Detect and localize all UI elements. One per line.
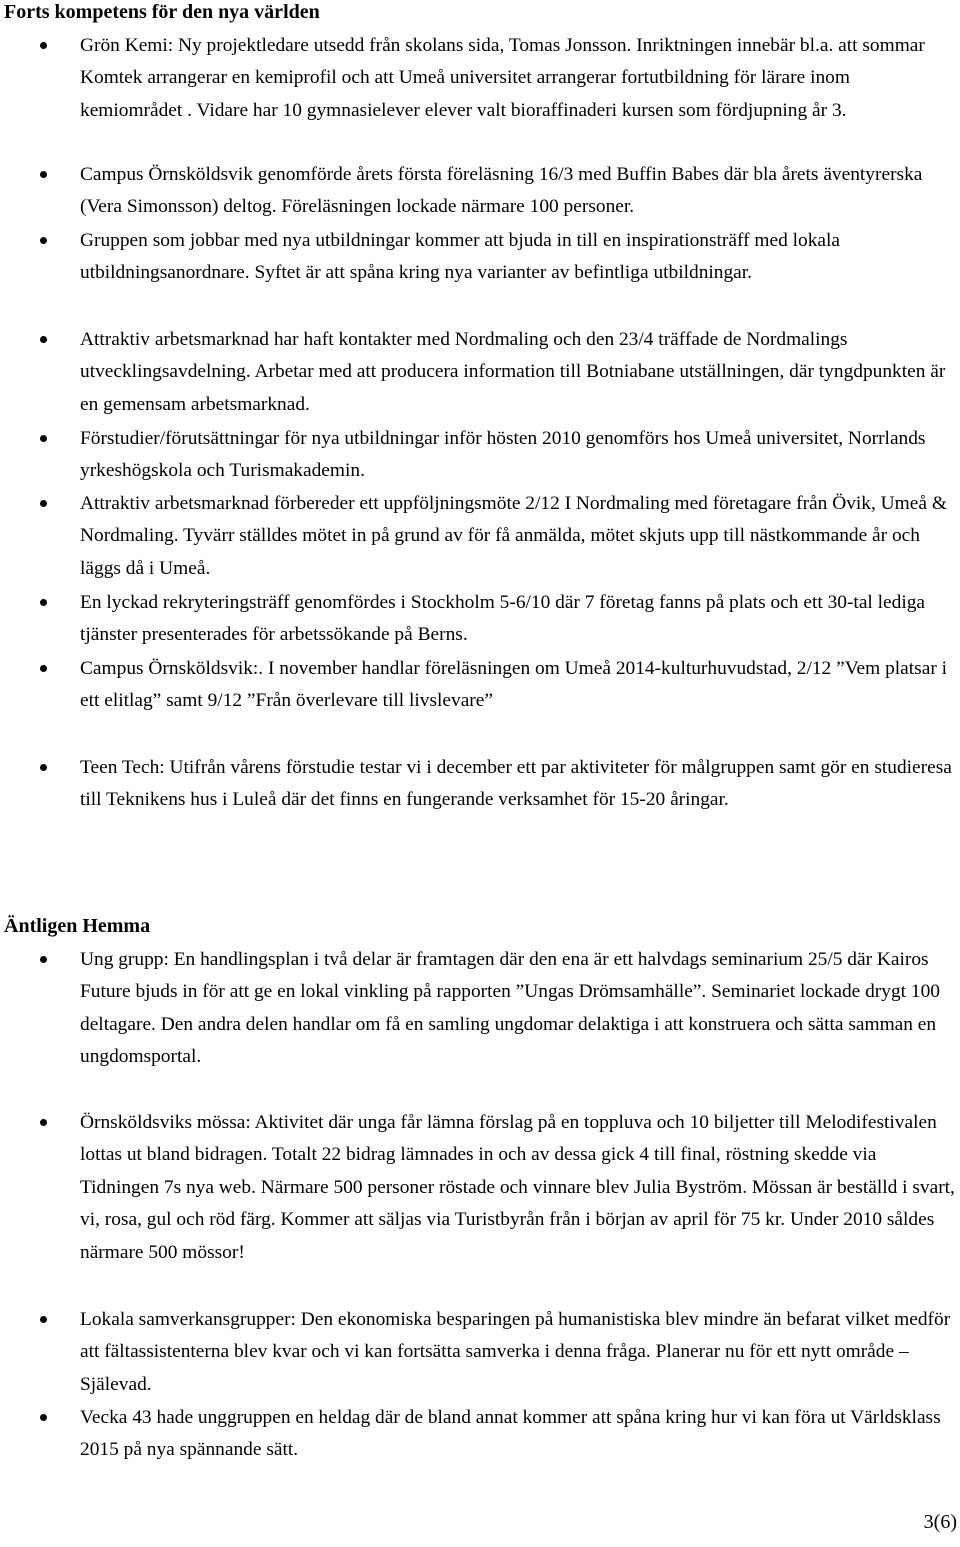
section-heading: Äntligen Hemma (4, 915, 151, 937)
bullet-icon (40, 956, 47, 963)
bullet-icon (40, 171, 47, 178)
list-item-text: Gruppen som jobbar med nya utbildningar kommer att bjuda in till en inspirationsträff med lokala utbildningsanordnare. Syftet är att spåna kring nya varianter av befintliga utbildningar. (80, 230, 841, 284)
list-item-text: Vecka 43 hade unggruppen en heldag där de bland annat kommer att spåna kring hur vi kan föra ut Världsklass 2015 på nya spännande sätt. (80, 1407, 941, 1461)
bullet-icon (40, 1414, 47, 1421)
bullet-icon (40, 665, 47, 672)
list-item-text: Teen Tech: Utifrån vårens förstudie testar vi i december ett par aktiviteter för målgruppen samt gör en studieresa till Teknikens hus i Luleå där det finns en fungerande verksamhet för 15-20 åringar. (80, 757, 952, 811)
list-item-text: Grön Kemi: Ny projektledare utsedd från skolans sida, Tomas Jonsson. Inriktningen innebär bl.a. att sommar Komtek arrangerar en kemiprofil och att Umeå universitet arrangerar fortutbildning för lärare inom kemiområdet . Vidare har 10 gymnasielever elever valt bioraffinaderi kursen som fördjupning år 3. (80, 35, 925, 121)
page-number: 3(6) (923, 1511, 957, 1533)
list-item-text: Lokala samverkansgrupper: Den ekonomiska besparingen på humanistiska blev mindre än befarat vilket medför att fältassistenterna blev kvar och vi kan fortsätta samverka i denna fråga. Planerar nu för ett nytt område – Själevad. (80, 1309, 951, 1395)
list-item-text: Campus Örnsköldsvik:. I november handlar föreläsningen om Umeå 2014-kulturhuvudstad, 2/12 ”Vem platsar i ett elitlag” samt 9/12 ”Från överlevare till livslevare” (80, 658, 948, 712)
bullet-icon (40, 599, 47, 606)
section-heading: Forts kompetens för den nya världen (4, 1, 320, 23)
list-item-text: Attraktiv arbetsmarknad har haft kontakter med Nordmaling och den 23/4 träffade de Nordmalings utvecklingsavdelning. Arbetar med att producera information till Botniabane utställningen, där tyngdpunkten är en gemensam arbetsmarknad. (80, 329, 946, 415)
list-item-text: Attraktiv arbetsmarknad förbereder ett uppföljningsmöte 2/12 I Nordmaling med företagare från Övik, Umeå & Nordmaling. Tyvärr ställdes mötet in på grund av för få anmälda, mötet skjuts upp till nästkommande år och läggs då i Umeå. (80, 493, 947, 579)
bullet-icon (40, 1316, 47, 1323)
bullet-icon (40, 500, 47, 507)
bullet-icon (40, 435, 47, 442)
list-item-text: Örnsköldsviks mössa: Aktivitet där unga får lämna förslag på en toppluva och 10 biljetter till Melodifestivalen lottas ut bland bidragen. Totalt 22 bidrag lämnades in och av dessa gick 4 till final, röstning skedde via Tidningen 7s nya web. Närmare 500 personer röstade och vinnare blev Julia Byström. Mössan är beställd i svart, vi, rosa, gul och röd färg. Kommer att säljas via Turistbyrån från i början av april för 75 kr. Under 2010 såldes närmare 500 mössor! (80, 1112, 955, 1263)
list-item-text: Ung grupp: En handlingsplan i två delar är framtagen där den ena är ett halvdags seminarium 25/5 där Kairos Future bjuds in för att ge en lokal vinkling på rapporten ”Ungas Drömsamhälle”. Seminariet lockade drygt 100 deltagare. Den andra delen handlar om få en samling ungdomar delaktiga i att konstruera och sätta samman en ungdomsportal. (80, 949, 940, 1068)
list-item-text: Campus Örnsköldsvik genomförde årets första föreläsning 16/3 med Buffin Babes där bla årets äventyrerska (Vera Simonsson) deltog. Föreläsningen lockade närmare 100 personer. (80, 164, 923, 218)
bullet-icon (40, 1119, 47, 1126)
list-item-text: Förstudier/förutsättningar för nya utbildningar inför hösten 2010 genomförs hos Umeå universitet, Norrlands yrkeshögskola och Turismakademin. (80, 428, 926, 482)
bullet-icon (40, 42, 47, 49)
bullet-icon (40, 764, 47, 771)
bullet-icon (40, 336, 47, 343)
list-item-text: En lyckad rekryteringsträff genomfördes i Stockholm 5-6/10 där 7 företag fanns på plats och ett 30-tal lediga tjänster presenterades för arbetssökande på Berns. (80, 592, 926, 646)
bullet-icon (40, 237, 47, 244)
